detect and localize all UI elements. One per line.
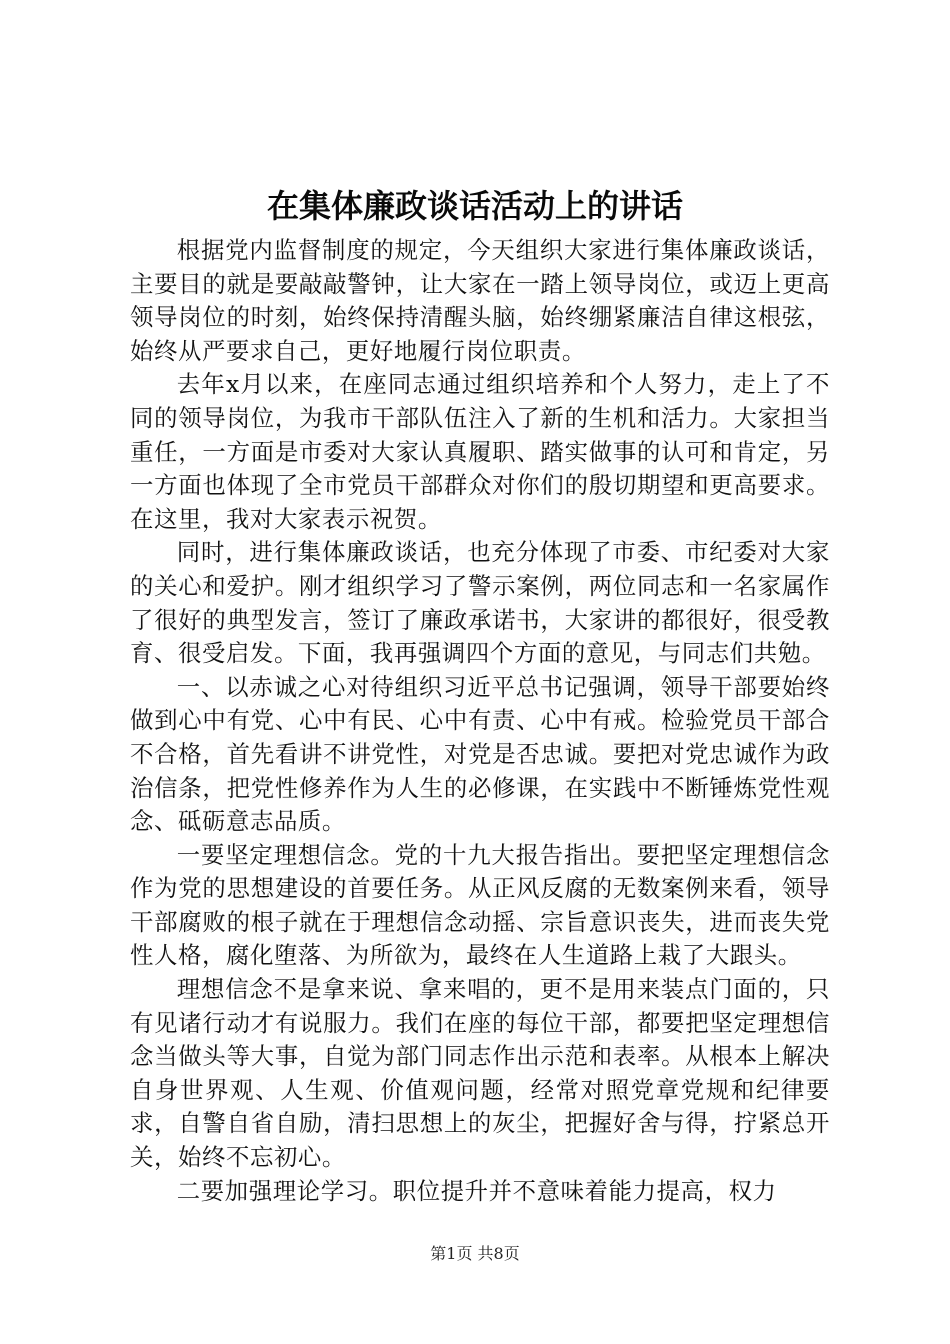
paragraph-4: 一、以赤诚之心对待组织习近平总书记强调，领导干部要始终做到心中有党、心中有民、心中有责、心中有戒。检验党员干部合不合格，首先看讲不讲党性，对党是否忠诚。要把对党忠诚作为政治信条，把党性修养作为人生的必修课，在实践中不断锤炼党性观念、砥砺意志品质。 bbox=[130, 672, 830, 836]
paragraph-7: 二要加强理论学习。职位提升并不意味着能力提高，权力 bbox=[176, 1176, 777, 1205]
paragraph-6: 理想信念不是拿来说、拿来唱的，更不是用来装点门面的，只有见诸行动才有说服力。我们在座的每位干部，都要把坚定理想信念当做头等大事，自觉为部门同志作出示范和表率。从根本上解决自身世界观、人生观、价值观问题，经常对照党章党规和纪律要求，自警自省自励，清扫思想上的灰尘，把握好舍与得，拧紧总开关，始终不忘初心。 bbox=[130, 975, 830, 1172]
paragraph-5: 一要坚定理想信念。党的十九大报告指出。要把坚定理想信念作为党的思想建设的首要任务。从正风反腐的无数案例来看，领导干部腐败的根子就在于理想信念动摇、宗旨意识丧失，进而丧失党性人格，腐化堕落、为所欲为，最终在人生道路上栽了大跟头。 bbox=[130, 840, 830, 970]
paragraph-2: 去年x月以来，在座同志通过组织培养和个人努力，走上了不同的领导岗位，为我市干部队伍注入了新的生机和活力。大家担当重任，一方面是市委对大家认真履职、踏实做事的认可和肯定，另一方面也体现了全市党员干部群众对你们的殷切期望和更高要求。在这里，我对大家表示祝贺。 bbox=[130, 370, 830, 533]
paragraph-3: 同时，进行集体廉政谈话，也充分体现了市委、市纪委对大家的关心和爱护。刚才组织学习了警示案例，两位同志和一名家属作了很好的典型发言，签订了廉政承诺书，大家讲的都很好，很受教育、很受启发。下面，我再强调四个方面的意见，与同志们共勉。 bbox=[130, 538, 830, 668]
page-number-footer: 第1页 共8页 bbox=[430, 1244, 520, 1263]
document-body bbox=[130, 234, 830, 1208]
paragraph-1: 根据党内监督制度的规定，今天组织大家进行集体廉政谈话，主要目的就是要敲敲警钟，让大家在一踏上领导岗位，或迈上更高领导岗位的时刻，始终保持清醒头脑，始终绷紧廉洁自律这根弦，始终从严要求自己，更好地履行岗位职责。 bbox=[130, 236, 830, 365]
page-title: 在集体廉政谈话活动上的讲话 bbox=[266, 187, 683, 225]
